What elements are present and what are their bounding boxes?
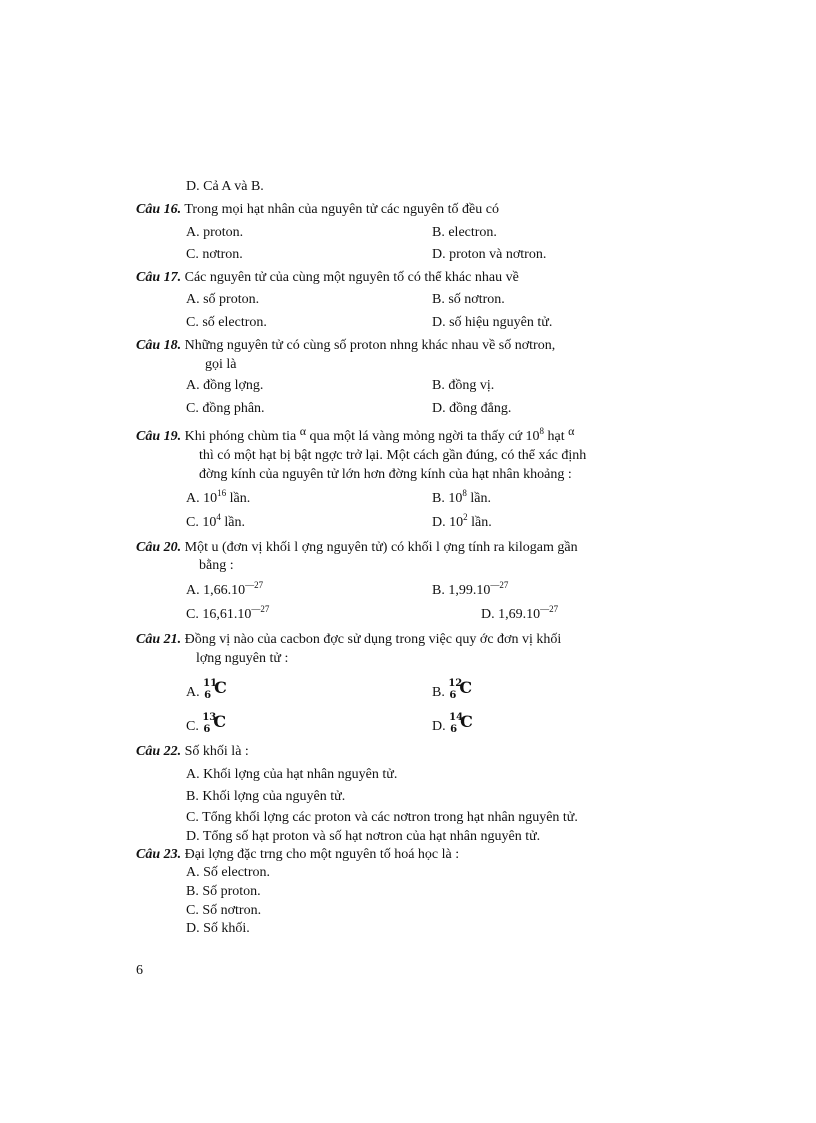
option-b: B. Số proton. [186,884,261,899]
option-b: B. electron. [432,225,497,240]
question-text-cont: bằng : [199,558,234,573]
question-text: Đại lợng đặc trng cho một nguyên tố hoá học là : [184,847,460,862]
option-d: D. số hiệu nguyên tử. [432,315,553,330]
option-a: A. Khối lợng của hạt nhân nguyên tử. [186,767,398,782]
option-text: D. 10 [432,515,464,530]
mass-number: 14 [449,712,464,723]
superscript: —27 [245,580,264,590]
option-text: D. 1,69.10 [481,607,541,622]
question-21 [136,631,561,649]
option-text: B. 10 [432,491,463,506]
option-c: C. nơtron. [186,247,243,262]
question-text: Những nguyên tử có cùng số proton nhng khác nhau về số nơtron, [184,338,556,353]
option-text: A. 1,66.10 [186,583,246,598]
superscript: —27 [490,580,509,590]
superscript: —27 [540,604,559,614]
question-text-cont: đờng kính của nguyên tử lớn hơn đờng kính của hạt nhân khoảng : [199,467,572,482]
mass-number: 11 [203,678,218,689]
question-text-cont: thì có một hạt bị bật ngợc trở lại. Một cách gần đúng, có thể xác định [199,448,587,463]
superscript: 8 [539,426,545,436]
option-d [432,514,492,532]
option-d [432,714,479,736]
option-a: A. proton. [186,225,244,240]
isotope-symbol [448,680,478,700]
option-a: A. Số electron. [186,865,270,880]
question-label: Câu 17. [136,270,182,285]
option-b [432,680,478,702]
question-text: qua một lá vàng mỏng ngời ta thấy cứ 10 [309,429,540,444]
option-text: B. 1,99.10 [432,583,491,598]
element-symbol: C [213,712,227,731]
atomic-number: 6 [450,724,458,735]
question-text: Các nguyên tử của cùng một nguyên tố có thể khác nhau về [184,270,519,285]
option-label: A. [186,685,200,700]
element-symbol: C [460,712,473,731]
option-c: C. đồng phân. [186,401,265,416]
option-text: lần. [466,491,491,506]
option-d: D. đồng đẳng. [432,401,512,416]
question-20 [136,539,578,557]
option-a: A. đồng lợng. [186,378,264,393]
option-c: C. Số nơtron. [186,903,262,918]
question-text-cont: gọi là [205,357,237,372]
option-a [186,680,233,702]
option-c [186,714,232,736]
question-label: Câu 21. [136,632,182,647]
superscript: 8 [462,488,467,498]
option-label: B. [432,685,445,700]
question-text: Một u (đơn vị khối l ợng nguyên tử) có khối l ợng tính ra kilogam gần [184,540,578,555]
isotope-symbol [202,714,232,734]
option-d: D. Tổng số hạt proton và số hạt nơtron của hạt nhân nguyên tử. [186,829,541,844]
question-text: Đồng vị nào của cacbon đợc sử dụng trong việc quy ớc đơn vị khối [184,632,562,647]
question-16 [136,201,499,219]
question-text-cont: lợng nguyên tử : [196,651,289,666]
question-label: Câu 23. [136,847,182,862]
option-a: A. số proton. [186,292,260,307]
atomic-number: 6 [204,690,212,701]
option-text: lần. [220,515,245,530]
option-b: B. Khối lợng của nguyên tử. [186,789,346,804]
question-text: Trong mọi hạt nhân của nguyên tử các nguyên tố đều có [184,202,499,217]
option-d [481,606,558,624]
superscript: 4 [216,512,221,522]
option-b [432,582,508,600]
question-18 [136,337,555,355]
option-label: D. [432,719,446,734]
question-17 [136,269,519,287]
option-c: C. số electron. [186,315,267,330]
atomic-number: 6 [203,724,211,735]
option-label: C. [186,719,199,734]
isotope-symbol [203,680,233,700]
option-b: B. đồng vị. [432,378,495,393]
alpha-symbol: α [299,424,307,438]
option-a [186,582,263,600]
option-a [186,490,250,508]
option-b: B. số nơtron. [432,292,505,307]
question-label: Câu 18. [136,338,182,353]
question-text: Khi phóng chùm tia [184,429,297,444]
question-label: Câu 22. [136,744,182,759]
mass-number: 13 [202,712,217,723]
option-d: D. proton và nơtron. [432,247,547,262]
question-text: Số khối là : [184,744,249,759]
option-c: C. Tổng khối lợng các proton và các nơtron trong hạt nhân nguyên tử. [186,810,578,825]
option-c [186,606,269,624]
option-b [432,490,491,508]
question-label: Câu 19. [136,429,182,444]
option-d: D. Số khối. [186,921,250,936]
option-text: C. 10 [186,515,217,530]
element-symbol: C [459,678,473,697]
alpha-symbol: α [568,424,575,438]
question-23 [136,846,459,864]
mass-number: 12 [448,678,463,689]
option-text: lần. [226,491,251,506]
atomic-number: 6 [449,690,457,701]
option-text: lần. [467,515,492,530]
question-19 [136,424,575,446]
element-symbol: C [214,678,227,697]
option-text: C. 16,61.10 [186,607,252,622]
page-number: 6 [136,963,143,978]
isotope-symbol [449,714,479,734]
question-22 [136,743,249,761]
question-text: hạt [547,429,565,444]
superscript: 2 [463,512,468,522]
superscript: —27 [251,604,270,614]
option-c [186,514,245,532]
option-text: A. 10 [186,491,218,506]
question-label: Câu 20. [136,540,182,555]
question-label: Câu 16. [136,202,182,217]
superscript: 16 [217,488,227,498]
option-top-d: D. Cả A và B. [186,179,264,194]
